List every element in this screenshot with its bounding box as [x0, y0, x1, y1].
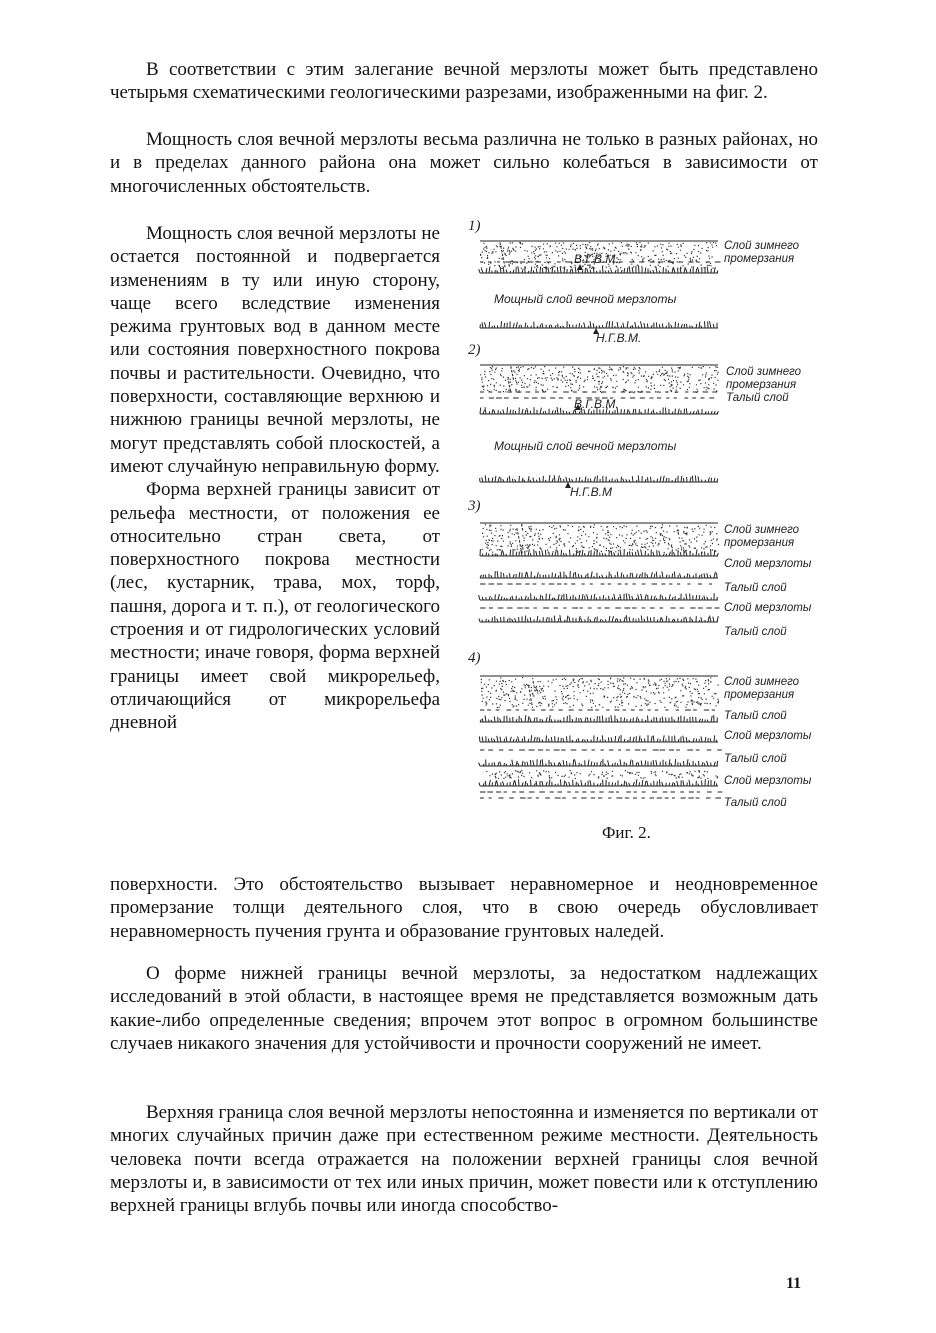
panel-1-label-0: Слой зимнего: [724, 240, 800, 252]
panel-4-boundary-3: [479, 759, 718, 766]
panel-3-frozen-layer-dots: [482, 524, 719, 553]
panel-1-number: 1): [468, 218, 481, 234]
panel-4-label-1: промерзания: [724, 689, 795, 701]
panel-2-lower-boundary: [480, 475, 718, 482]
panel-3-label-4: Слой мерзлоты: [724, 602, 812, 614]
panel-1-upper-boundary-mark: В.Г.В.М.: [574, 252, 619, 266]
page-number: 11: [786, 1275, 802, 1292]
panel-2-frozen-layer-dots: [480, 366, 719, 393]
paragraph-4-column-text: Форма верхней границы зависит от рельефа местности, от положения ее относительно стран света, от поверхностного покрова местности (лес, кустарник, трава, мох, торф, пашня, дорога и т. п.), от геологического строения и от гидрологических условий местности; иначе говоря, форма верхней границы имеет свой микрорельеф, отличающийся от микрорельефа дневной: [110, 479, 440, 734]
paragraph-5: [110, 962, 818, 1055]
paragraph-6-text: Верхняя граница слоя вечной мерзлоты непостоянна и изменяется по вертикали от многих случайных причин даже при естественном режиме местности. Деятельность человека почти всегда отражается на положении верхней границы слоя вечной мерзлоты и, в зависимости от тех или иных причин, может повести или к отступлению верхней границы вглубь почвы или иногда способство-: [110, 1102, 818, 1217]
panel-1-lower-boundary-mark: Н.Г.В.М.: [596, 331, 642, 345]
figure-caption: Фиг. 2.: [602, 823, 651, 842]
panel-3-label-1: промерзания: [724, 537, 795, 549]
panel-1-middle-label: Мощный слой вечной мерзлоты: [494, 292, 677, 306]
figure-2: [462, 218, 842, 848]
panel-1-label-1: промерзания: [724, 253, 795, 265]
panel-2-label-1: промерзания: [726, 379, 797, 391]
panel-4-label-0: Слой зимнего: [724, 676, 800, 688]
paragraph-3-text: Мощность слоя вечной мерзлоты не остается постоянной и подвергается изменениям в ту или иную сторону, чаще всего вследствие изменения режима грунтовых вод в данном месте или состояния поверхностного покрова почвы и растительности. Очевидно, что поверхности, составляющие верхнюю и нижнюю границы вечной мерзлоты, не могут представлять собой плоскостей, а имеют случайную неправильную форму.: [110, 223, 440, 477]
panel-1-upper-boundary: [479, 266, 718, 273]
panel-2-upper-boundary-mark: В.Г.В.М.: [574, 397, 619, 411]
paragraph-2-text: Мощность слоя вечной мерзлоты весьма различна не только в разных районах, но и в пределах данного района она может сильно колебаться в зависимости от многочисленных обстоятельств.: [110, 129, 818, 197]
panel-2-number: 2): [468, 342, 481, 358]
panel-4-label-5: Слой мерзлоты: [724, 775, 812, 787]
panel-4-label-2: Талый слой: [724, 710, 787, 722]
panel-4-boundary-1: [480, 715, 718, 722]
panel-3-boundary-4: [479, 615, 718, 622]
panel-4-label-6: Талый слой: [724, 797, 787, 809]
panel-3-label-0: Слой зимнего: [724, 524, 800, 536]
panel-4-boundary-2: [479, 735, 718, 742]
panel-2-lower-boundary-mark: Н.Г.В.М: [570, 485, 612, 499]
panel-3-boundary-1: [480, 549, 718, 556]
panel-4-mid-dots: [486, 770, 718, 779]
panel-3-number: 3): [468, 498, 481, 514]
paragraph-2: [110, 128, 818, 198]
left-column: [110, 222, 440, 735]
paragraph-5-text: О форме нижней границы вечной мерзлоты, за недостатком надлежащих исследований в этой области, в настоящее время не представляется возможным дать какие-либо определенные сведения; впрочем этот вопрос в огромном большинстве случаев никакого значения для устойчивости и прочности сооружений не имеет.: [110, 963, 818, 1054]
panel-3-label-5: Талый слой: [724, 626, 787, 638]
panel-3-boundary-3: [479, 593, 718, 600]
panel-4-frozen-layer-dots: [481, 677, 719, 708]
panel-4-label-4: Талый слой: [724, 753, 787, 765]
paragraph-6: [110, 1101, 818, 1217]
panel-2-middle-label: Мощный слой вечной мерзлоты: [494, 439, 677, 453]
panel-3-label-2: Слой мерзлоты: [724, 558, 812, 570]
paragraph-1: [110, 58, 818, 105]
paragraph-1-text: В соответствии с этим залегание вечной мерзлоты может быть представлено четырьмя схематическими геологическими разрезами, изображенными на фиг. 2.: [110, 59, 818, 104]
panel-2-label-0: Слой зимнего: [726, 366, 802, 378]
panel-4-boundary-4: [479, 779, 718, 786]
paragraph-4-tail-text: поверхности. Это обстоятельство вызывает неравномерное и неодновременное промерзание толщи деятельного слоя, что в свою очередь обусловливает неравномерность пучения грунта и образование грунтовых наледей.: [110, 874, 818, 942]
panel-4-label-3: Слой мерзлоты: [724, 730, 812, 742]
panel-4-number: 4): [468, 650, 481, 666]
panel-3-label-3: Талый слой: [724, 582, 787, 594]
panel-1-lower-boundary: [480, 321, 718, 328]
paragraph-4-continuation: [110, 873, 818, 943]
panel-3-boundary-2: [480, 571, 718, 578]
panel-2-label-2: Талый слой: [726, 392, 789, 404]
